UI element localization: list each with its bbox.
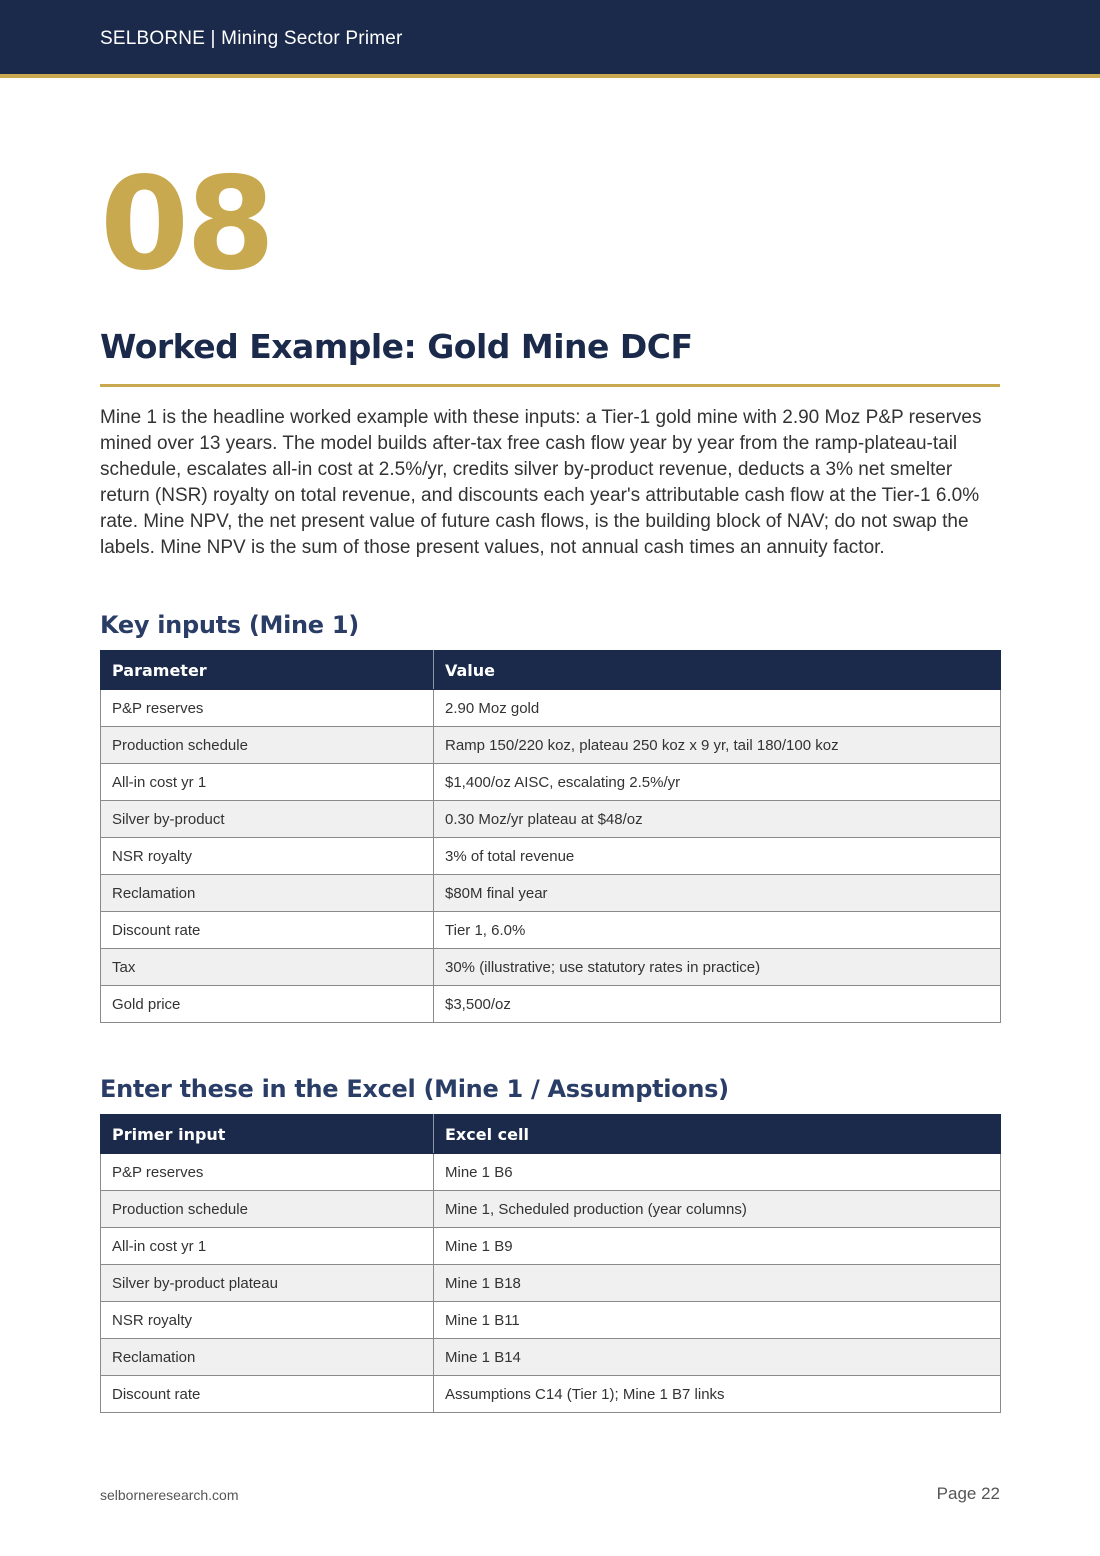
parameter-cell: NSR royalty [101,838,434,875]
table-row [101,949,1001,986]
primer-input-cell: P&P reserves [101,1154,434,1191]
table-row [101,1302,1001,1339]
excel-cell-cell: Mine 1 B9 [434,1228,1001,1265]
header-title: SELBORNE | Mining Sector Primer [100,28,403,49]
value-cell: $80M final year [434,875,1001,912]
excel-cell-cell: Mine 1 B18 [434,1265,1001,1302]
table-row [101,801,1001,838]
value-cell: Tier 1, 6.0% [434,912,1001,949]
parameter-cell: Production schedule [101,727,434,764]
table-row [101,727,1001,764]
excel-cell-cell: Mine 1 B6 [434,1154,1001,1191]
primer-input-cell: Production schedule [101,1191,434,1228]
title-divider [100,384,1000,387]
primer-input-cell: All-in cost yr 1 [101,1228,434,1265]
page-title: Worked Example: Gold Mine DCF [100,327,693,366]
value-cell: 3% of total revenue [434,838,1001,875]
value-cell: 2.90 Moz gold [434,690,1001,727]
excel-inputs-heading: Enter these in the Excel (Mine 1 / Assumptions) [100,1075,729,1103]
value-cell: $3,500/oz [434,986,1001,1023]
page-number: Page 22 [936,1484,1000,1503]
table-row [101,986,1001,1023]
primer-input-cell: Reclamation [101,1339,434,1376]
parameter-cell: P&P reserves [101,690,434,727]
parameter-cell: Tax [101,949,434,986]
primer-input-cell: NSR royalty [101,1302,434,1339]
table-row [101,690,1001,727]
value-cell: 30% (illustrative; use statutory rates in practice) [434,949,1001,986]
table-row [101,838,1001,875]
excel-cell-cell: Assumptions C14 (Tier 1); Mine 1 B7 links [434,1376,1001,1413]
column-header-excel-cell: Excel cell [434,1115,1001,1154]
excel-cell-cell: Mine 1 B11 [434,1302,1001,1339]
table-header-row [101,651,1001,690]
excel-inputs-table [100,1114,1001,1413]
table-row [101,1265,1001,1302]
excel-cell-cell: Mine 1 B14 [434,1339,1001,1376]
table-row [101,1228,1001,1265]
column-header-primer-input: Primer input [101,1115,434,1154]
intro-paragraph: Mine 1 is the headline worked example with these inputs: a Tier-1 gold mine with 2.90 Moz P&P reserves mined over 13 years. The model builds after-tax free cash flow year by year from the ramp-plateau-tail schedule, escalates all-in cost at 2.5%/yr, credits silver by-product revenue, deducts a 3% net smelter return (NSR) royalty on total revenue, and discounts each year's attributable cash flow at the Tier-1 6.0% rate. Mine NPV, the net present value of future cash flows, is the building block of NAV; do not swap the labels. Mine NPV is the sum of those present values, not annual cash times an annuity factor. [100,407,982,558]
table-header-row [101,1115,1001,1154]
parameter-cell: Discount rate [101,912,434,949]
excel-cell-cell: Mine 1, Scheduled production (year columns) [434,1191,1001,1228]
value-cell: Ramp 150/220 koz, plateau 250 koz x 9 yr, tail 180/100 koz [434,727,1001,764]
column-header-value: Value [434,651,1001,690]
parameter-cell: Gold price [101,986,434,1023]
column-header-parameter: Parameter [101,651,434,690]
footer-url: selborneresearch.com [100,1487,239,1503]
key-inputs-table [100,650,1001,1023]
value-cell: 0.30 Moz/yr plateau at $48/oz [434,801,1001,838]
primer-input-cell: Silver by-product plateau [101,1265,434,1302]
key-inputs-heading: Key inputs (Mine 1) [100,611,359,639]
table-row [101,1339,1001,1376]
page-header [0,0,1100,78]
parameter-cell: Silver by-product [101,801,434,838]
table-row [101,1154,1001,1191]
table-row [101,912,1001,949]
value-cell: $1,400/oz AISC, escalating 2.5%/yr [434,764,1001,801]
table-row [101,1376,1001,1413]
table-row [101,875,1001,912]
table-row [101,764,1001,801]
chapter-number: 08 [100,150,273,299]
primer-input-cell: Discount rate [101,1376,434,1413]
parameter-cell: Reclamation [101,875,434,912]
parameter-cell: All-in cost yr 1 [101,764,434,801]
table-row [101,1191,1001,1228]
